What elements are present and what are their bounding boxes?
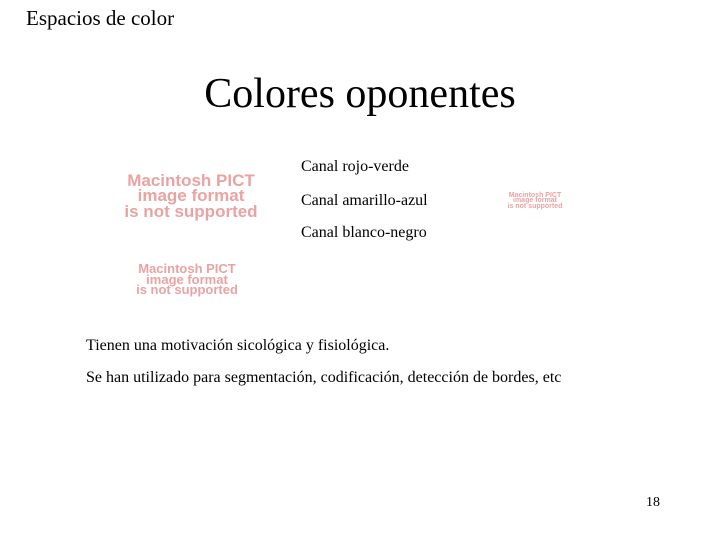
channel-yellow-blue: Canal amarillo-azul	[301, 192, 428, 209]
channel-white-black: Canal blanco-negro	[301, 224, 427, 241]
body-text-motivation: Tienen una motivación sicológica y fisiológica.	[86, 337, 390, 354]
placeholder-line: is not supported	[507, 202, 563, 210]
placeholder-line: Macintosh PICT	[508, 191, 562, 199]
page-number: 18	[646, 495, 660, 510]
placeholder-line: Macintosh PICT	[138, 261, 236, 277]
slide-title: Colores oponentes	[204, 71, 516, 117]
unsupported-image-placeholder	[92, 170, 290, 222]
unsupported-image-placeholder	[478, 193, 592, 209]
placeholder-line: Macintosh PICT	[127, 170, 255, 190]
body-text-applications: Se han utilizado para segmentación, codificación, detección de bordes, etc	[86, 369, 562, 386]
placeholder-line: image format	[513, 197, 557, 205]
placeholder-line: image format	[146, 271, 228, 287]
section-header: Espacios de color	[26, 6, 175, 30]
placeholder-line: is not supported	[136, 282, 238, 298]
placeholder-line: is not supported	[124, 201, 258, 221]
placeholder-line: image format	[137, 186, 245, 206]
channel-red-green: Canal rojo-verde	[301, 158, 409, 175]
unsupported-image-placeholder	[98, 261, 276, 298]
